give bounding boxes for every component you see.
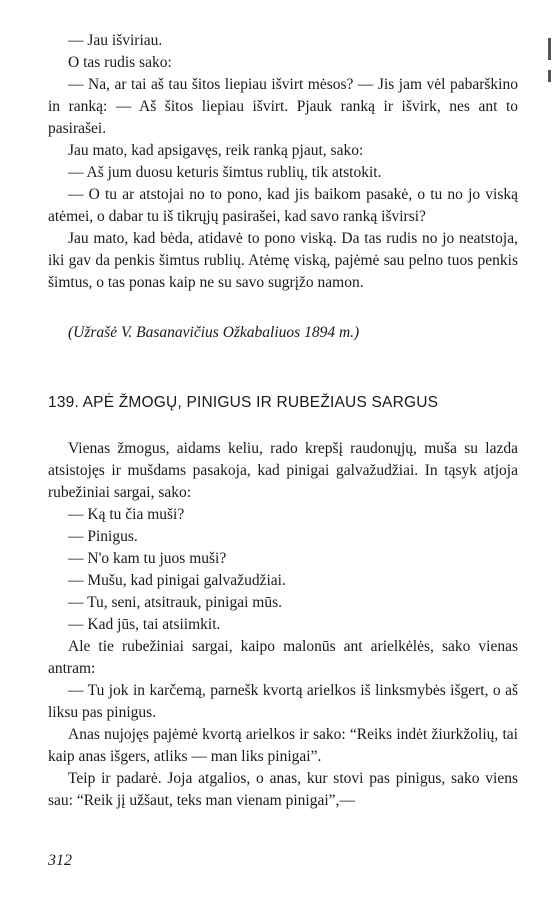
scan-edge-mark [548,38,551,60]
paragraph: Jau mato, kad apsigavęs, reik ranką pjaut, sako: [68,142,364,159]
paragraph: Ale tie rubežiniai sargai, kaipo malonūs ant arielkėlės, sako vienas antram: [48,638,518,677]
paragraph: Anas nujojęs pajėmė kvortą arielkos ir sako: “Reiks indėt žiurkžolių, tai kaip anas išgers, atliks — man liks pinigai”. [48,726,518,765]
section-story-continuation [48,30,518,344]
paragraph: — Kad jūs, tai atsiimkit. [68,616,221,633]
paragraph: Jau mato, kad bėda, atidavė to pono viską. Da tas rudis no jo neatstoja, iki gav da penkis šimtus rublių. Atėmę viską, pajėmė sau pelno tuos penkis šimtus, o tas ponas kaip ne su savo sugrįžo namon. [48,230,518,291]
story-heading: 139. APĖ ŽMOGŲ, PINIGUS IR RUBEŽIAUS SARGUS [48,394,439,411]
paragraph: — Pinigus. [68,528,138,545]
paragraph: — O tu ar atstojai no to pono, kad jis baikom pasakė, o tu no jo viską atėmei, o dabar tu iš tikrųjų pasirašei, kad savo ranką išvirsi? [48,186,518,225]
paragraph: — Aš jum duosu keturis šimtus rublių, tik atstokit. [68,164,382,181]
paragraph: O tas rudis sako: [68,54,172,71]
source-note: (Užrašė V. Basanavičius Ožkabaliuos 1894 m.) [68,324,360,341]
page-number: 312 [48,852,72,869]
paragraph: — Na, ar tai aš tau šitos liepiau išvirt mėsos? — Jis jam vėl pabarškino in ranką: — Aš šitos liepiau išvirt. Pjauk ranką ir išvirk, nes ant to pasirašei. [48,76,518,137]
paragraph: Teip ir padarė. Joja atgalios, o anas, kur stovi pas pinigus, sako viens sau: “Reik jį užšaut, teks man vienam pinigai”,— [48,770,518,809]
paragraph: — Ką tu čia muši? [68,506,185,523]
paragraph: Vienas žmogus, aidams keliu, rado krepšį raudonųjų, muša su lazda atsistojęs ir mušdams pasakoja, kad pinigai galvažudžiai. In tąsyk atjoja rubežiniai sargai, sako: [48,440,518,501]
book-page [48,30,518,812]
paragraph: — Jau išviriau. [68,32,163,49]
paragraph: — Tu, seni, atsitrauk, pinigai mūs. [68,594,282,611]
section-story-139 [48,438,518,812]
paragraph: — N'o kam tu juos muši? [68,550,227,567]
scan-edge-mark [548,70,551,82]
paragraph: — Tu jok in karčemą, parnešk kvortą arielkos iš linksmybės išgert, o aš liksu pas pinigus. [48,682,518,721]
paragraph: — Mušu, kad pinigai galvažudžiai. [68,572,286,589]
